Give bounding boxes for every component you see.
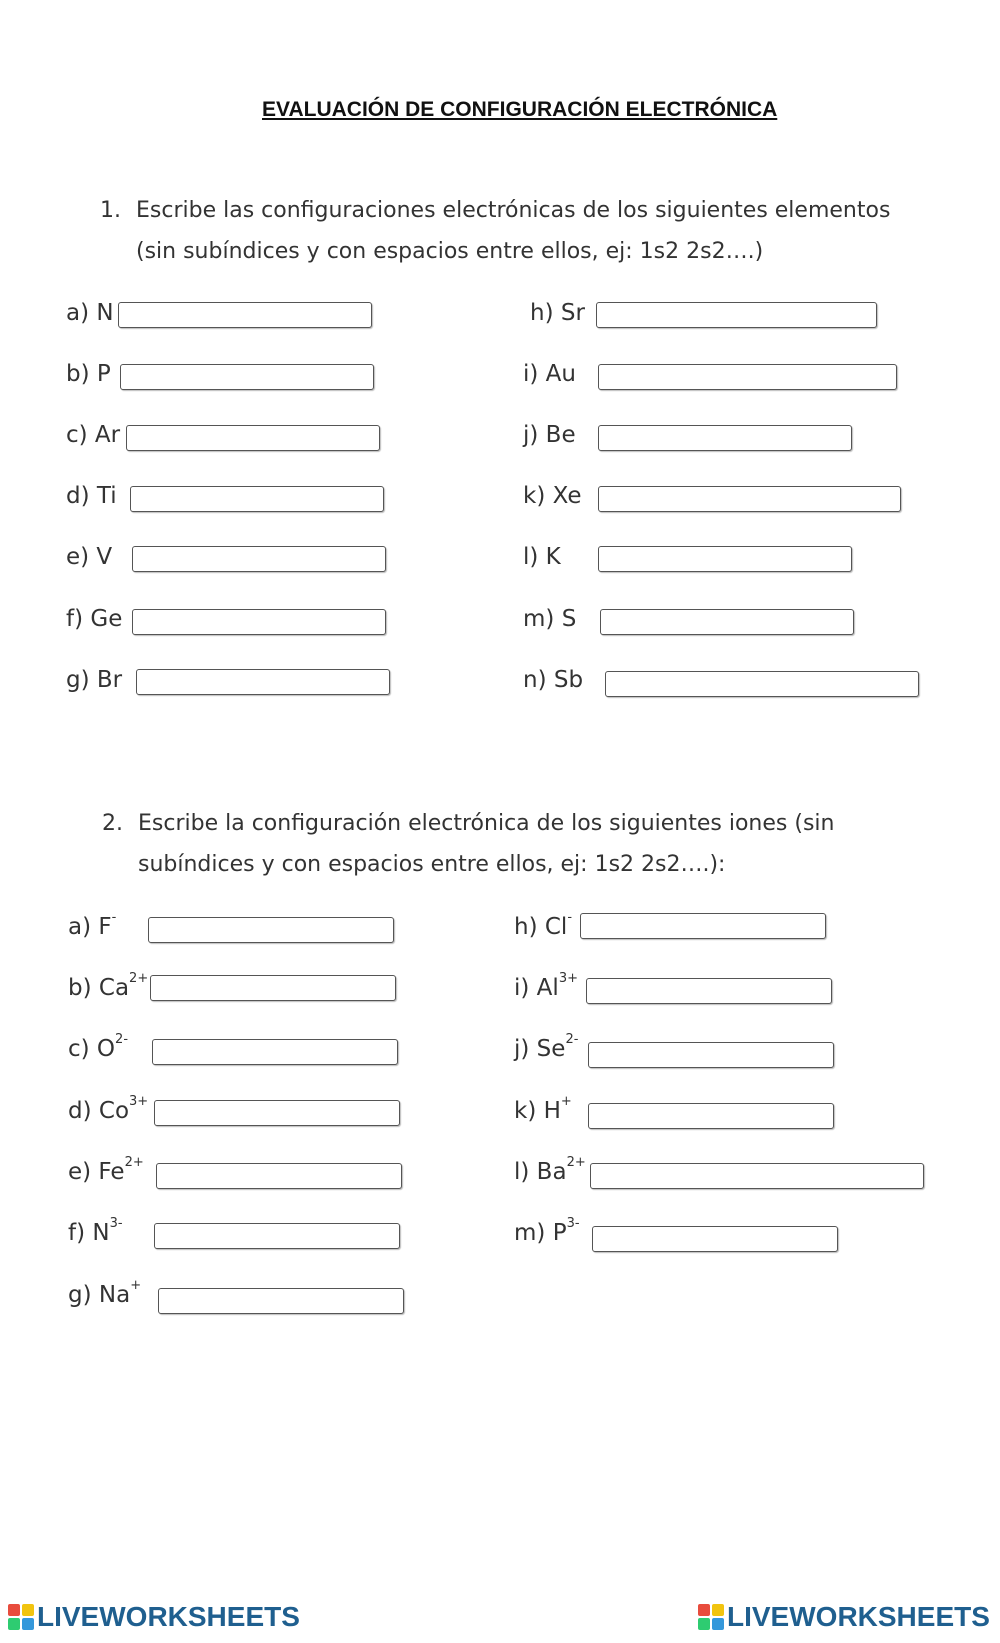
ion-label xyxy=(514,1155,586,1185)
answer-input-be[interactable] xyxy=(598,425,852,451)
answer-input-ti[interactable] xyxy=(130,486,384,512)
answer-input-n-ion[interactable] xyxy=(154,1223,400,1249)
section1-instructions xyxy=(100,190,890,272)
liveworksheets-logo-right xyxy=(698,1600,990,1634)
ion-symbol: e) Fe xyxy=(68,1159,125,1185)
ion-symbol: d) Co xyxy=(68,1098,130,1124)
ion-label xyxy=(514,1032,579,1062)
element-label: b) P xyxy=(66,361,111,387)
answer-input-sr[interactable] xyxy=(596,302,877,328)
ion-symbol: k) H xyxy=(514,1098,561,1124)
ion-charge: 2+ xyxy=(124,1155,144,1170)
element-label: f) Ge xyxy=(66,606,123,632)
ion-symbol: m) P xyxy=(514,1220,567,1246)
section2-line1: Escribe la configuración electrónica de los siguientes iones (sin xyxy=(138,811,835,836)
answer-input-co-ion[interactable] xyxy=(154,1100,400,1126)
ion-charge: 2+ xyxy=(129,971,149,986)
section2-line2: subíndices y con espacios entre ellos, ej: 1s2 2s2….): xyxy=(138,852,726,877)
element-label: j) Be xyxy=(523,422,576,448)
liveworksheets-logo-left xyxy=(8,1600,300,1634)
element-label: l) K xyxy=(523,544,561,570)
answer-input-p-ion[interactable] xyxy=(592,1226,838,1252)
liveworksheets-mark-icon xyxy=(698,1604,724,1630)
ion-label xyxy=(68,971,149,1001)
answer-input-sb[interactable] xyxy=(605,671,919,697)
page-title: EVALUACIÓN DE CONFIGURACIÓN ELECTRÓNICA xyxy=(262,98,778,121)
ion-charge: + xyxy=(560,1094,572,1109)
element-label: n) Sb xyxy=(523,667,584,693)
ion-charge: 2- xyxy=(565,1032,579,1047)
answer-input-au[interactable] xyxy=(598,364,897,390)
answer-input-ar[interactable] xyxy=(126,425,380,451)
ion-label xyxy=(514,971,578,1001)
answer-input-fe-ion[interactable] xyxy=(156,1163,402,1189)
answer-input-ba-ion[interactable] xyxy=(590,1163,924,1189)
ion-charge: 3+ xyxy=(558,971,578,986)
element-label: k) Xe xyxy=(523,483,582,509)
ion-label xyxy=(68,1155,144,1185)
answer-input-v[interactable] xyxy=(132,546,386,572)
element-label: e) V xyxy=(66,544,113,570)
ion-symbol: i) Al xyxy=(514,975,559,1001)
element-label: i) Au xyxy=(523,361,576,387)
element-label: d) Ti xyxy=(66,483,117,509)
ion-symbol: j) Se xyxy=(514,1036,566,1062)
ion-label xyxy=(514,1094,572,1124)
ion-label xyxy=(514,1216,580,1246)
ion-charge: 2- xyxy=(115,1032,129,1047)
ion-symbol: c) O xyxy=(68,1036,116,1062)
element-label: g) Br xyxy=(66,667,123,693)
ion-charge: 3- xyxy=(109,1216,123,1231)
ion-charge: + xyxy=(130,1278,142,1293)
element-label: m) S xyxy=(523,606,577,632)
logo-text: LIVEWORKSHEETS xyxy=(37,1601,300,1632)
answer-input-br[interactable] xyxy=(136,669,390,695)
section2-number: 2. xyxy=(102,811,123,836)
logo-text: LIVEWORKSHEETS xyxy=(727,1601,990,1632)
answer-input-s[interactable] xyxy=(600,609,854,635)
ion-label xyxy=(68,1216,123,1246)
answer-input-k[interactable] xyxy=(598,546,852,572)
answer-input-xe[interactable] xyxy=(598,486,901,512)
ion-symbol: l) Ba xyxy=(514,1159,567,1185)
ion-charge: - xyxy=(111,910,117,925)
ion-symbol: h) Cl xyxy=(514,914,568,940)
answer-input-o-ion[interactable] xyxy=(152,1039,398,1065)
liveworksheets-mark-icon xyxy=(8,1604,34,1630)
answer-input-p[interactable] xyxy=(120,364,374,390)
answer-input-h-ion[interactable] xyxy=(588,1103,834,1129)
answer-input-al-ion[interactable] xyxy=(586,978,832,1004)
ion-charge: 3- xyxy=(566,1216,580,1231)
section1-line1: Escribe las configuraciones electrónicas de los siguientes elementos xyxy=(136,198,891,223)
ion-label xyxy=(68,1278,142,1308)
answer-input-se-ion[interactable] xyxy=(588,1042,834,1068)
ion-charge: 2+ xyxy=(566,1155,586,1170)
element-label: a) N xyxy=(66,300,114,326)
ion-label xyxy=(514,910,573,940)
ion-label xyxy=(68,1032,129,1062)
ion-label xyxy=(68,1094,149,1124)
answer-input-na-ion[interactable] xyxy=(158,1288,404,1314)
answer-input-n[interactable] xyxy=(118,302,372,328)
section2-instructions xyxy=(102,803,834,885)
ion-charge: - xyxy=(567,910,573,925)
element-label: h) Sr xyxy=(530,300,585,326)
ion-label xyxy=(68,910,117,940)
answer-input-f-ion[interactable] xyxy=(148,917,394,943)
ion-charge: 3+ xyxy=(129,1094,149,1109)
answer-input-ca-ion[interactable] xyxy=(150,975,396,1001)
ion-symbol: f) N xyxy=(68,1220,110,1246)
answer-input-cl-ion[interactable] xyxy=(580,913,826,939)
ion-symbol: b) Ca xyxy=(68,975,130,1001)
ion-symbol: a) F xyxy=(68,914,112,940)
ion-symbol: g) Na xyxy=(68,1282,131,1308)
element-label: c) Ar xyxy=(66,422,121,448)
answer-input-ge[interactable] xyxy=(132,609,386,635)
section1-line2: (sin subíndices y con espacios entre ellos, ej: 1s2 2s2….) xyxy=(136,239,764,264)
section1-number: 1. xyxy=(100,198,121,223)
